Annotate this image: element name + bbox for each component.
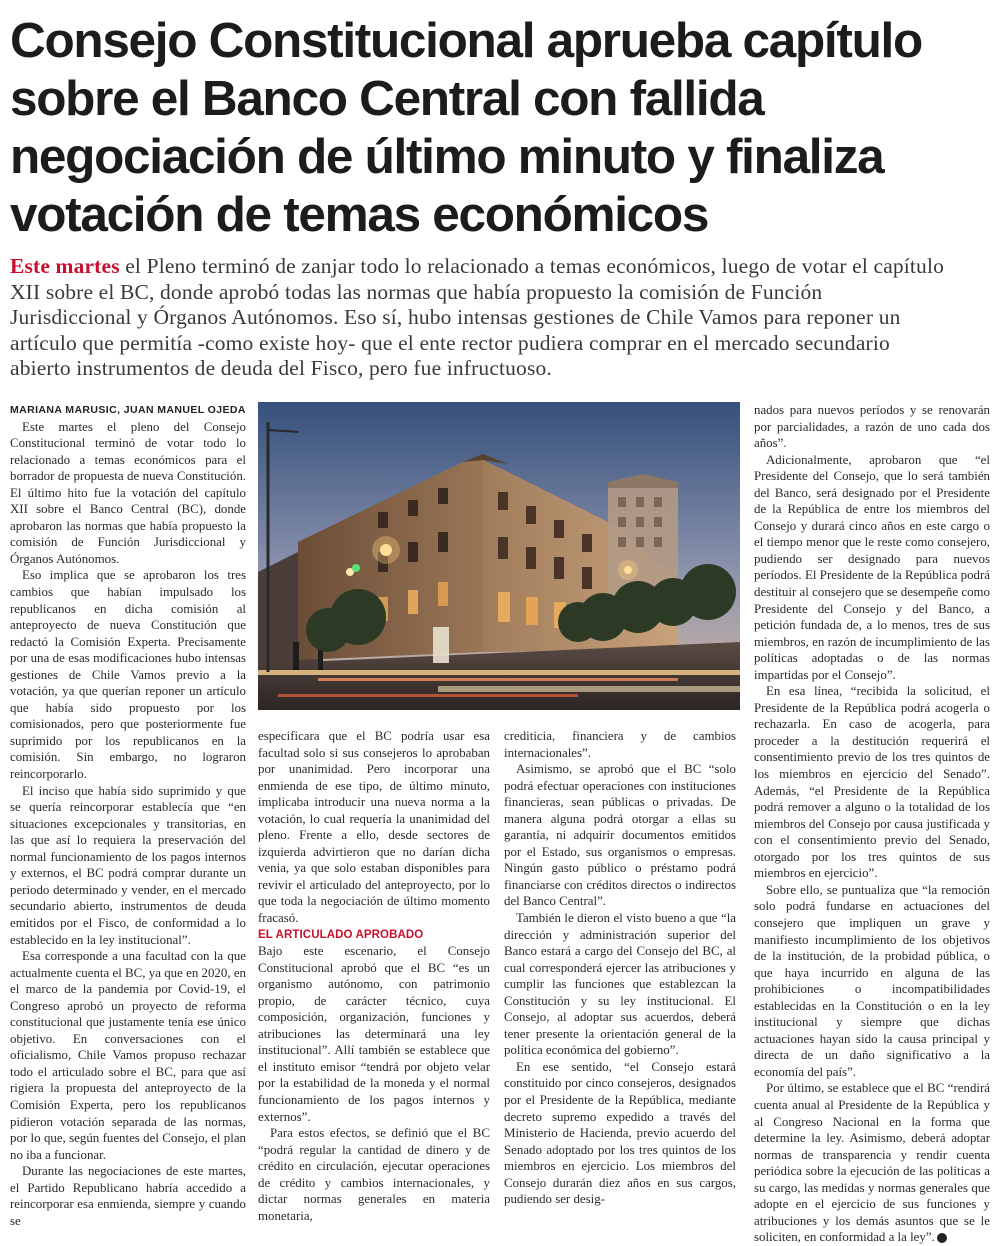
paragraph: Adicionalmente, aprobaron que “el Presidente del Consejo, que lo será también del Banco, será designado por el Presidente de la República de entre los miembros del Consejo y durará cinco años en este cargo o el tiempo menor que le reste como consejero, pudiendo ser designado para nuevos períodos. El Presidente de la República podrá destituir al consejero que se desempeñe como Presidente del Consejo y del Banco, a petición fundada de, a lo menos, tres de sus miembros, en razón de incumplimiento de las políticas adoptadas o de las normas impartidas por el Consejo”. [754, 452, 990, 682]
paragraph: nados para nuevos períodos y se renovarán por parcialidades, a razón de uno cada dos años”. [754, 403, 990, 451]
paragraph: Eso implica que se aprobaron los tres cambios que habían impulsado los republicanos en dicha comisión al anteproyecto de nueva Constitución que redactó la Comisión Experta. Precisamente por una de esas modificaciones hubo intensas gestiones de Chile Vamos previo a la votación, ya que querían reponer un artículo que había sido propuesto por los comisionados, pero que posteriormente fue suprimido por los republicanos en la comisión. Sin embargo, no lograron reincorporarlo. [10, 568, 246, 782]
paragraph: Este martes el pleno del Consejo Constitucional terminó de votar todo lo relacionado a temas económicos para el borrador de propuesta de nueva Constitución. El último hito fue la votación del capítulo XII sobre el Banco Central (BC), donde aprobaron las normas que había propuesto la comisión de Función Jurisdiccional y Órganos Autónomos. [10, 419, 246, 566]
headline-line: negociación de último minuto y finaliza [10, 129, 884, 184]
paragraph: Bajo este escenario, el Consejo Constitucional aprobó que el BC “es un organismo autónomo, con patrimonio propio, de carácter técnico, cuya composición, organización, funciones y atribuciones las determinará una ley institucional”. Allí también se establece que el instituto emisor “tendrá por objeto velar por la estabilidad de la moneda y el normal funcionamiento de los pagos internos y externos”. [258, 944, 490, 1124]
paragraph: Para estos efectos, se definió que el BC “podrá regular la cantidad de dinero y de crédito en circulación, ejecutar operaciones de crédito y cambios internacionales, y dictar normas generales en materia monetaria, [258, 1126, 490, 1223]
column-4 [754, 402, 990, 1246]
paragraph: especificara que el BC podría usar esa facultad solo si sus consejeros lo aprobaban por unanimidad. Pero incorporar una enmienda de ese tipo, de último minuto, implicaba introducir una nueva norma a la votación, lo cual requería la unanimidad del pleno. Frente a ello, desde sectores de izquierda advirtieron que no darían dicha venia, ya que solo estaban disponibles para revivir el articulado del anteproyecto, por lo que toda la negociación de último momento fracasó. [258, 729, 490, 926]
column-2 [258, 728, 490, 1224]
lead-line: Jurisdiccional y Órganos Autónomos. Eso sí, hubo intensas gestiones de Chile Vamos para reponer un [10, 305, 901, 330]
paragraph: Durante las negociaciones de este martes, el Partido Republicano habría accedido a reincorporar esa enmienda, siempre y cuando se [10, 1164, 246, 1228]
section-subhead: EL ARTICULADO APROBADO [258, 928, 424, 941]
column-1 [10, 402, 246, 1229]
paragraph: En ese sentido, “el Consejo estará constituido por cinco consejeros, designados por el Presidente de la República, mediante decreto supremo expedido a través del Ministerio de Hacienda, previo acuerdo del Senado adoptado por los tres quintos de los miembros en ejercicio. Los miembros del Consejo durarán diez años en sus cargos, pudiendo ser desig- [504, 1059, 736, 1207]
paragraph: crediticia, financiera y de cambios internacionales”. [504, 729, 736, 760]
headline [10, 12, 990, 244]
kiosk [433, 627, 449, 663]
lead-line: XII sobre el BC, donde aprobó todas las normas que había propuesto la comisión de Función [10, 279, 823, 304]
headline-line: votación de temas económicos [10, 187, 709, 242]
paragraph: Asimismo, se aprobó que el BC “solo podrá efectuar operaciones con instituciones financieras, sean públicas o privadas. De manera alguna podrá otorgar a ellas su garantía, ni adquirir documentos emitidos por el Estado, sus organismos o empresas. Ningún gasto público o préstamo podrá financiarse con créditos directos o indirectos del Banco Central”. [504, 762, 736, 909]
headline-line: Consejo Constitucional aprueba capítulo [10, 13, 922, 68]
lead-paragraph [10, 254, 995, 382]
column-3 [504, 728, 736, 1208]
paragraph: El inciso que había sido suprimido y que se quería reincorporar establecía que “en situaciones excepcionales y transitorias, en las que así lo requiera la preservación del normal funcionamiento de los pagos internos y externos, el BC podrá comprar durante un periodo determinado y vender, en el mercado secundario abierto, instrumentos de deuda emitidos por el Fisco, de conformidad a lo establecido en la ley institucional”. [10, 783, 246, 947]
lead-line-text: el Pleno terminó de zanjar todo lo relacionado a temas económicos, luego de votar el capítulo [119, 254, 944, 278]
paragraph: En esa línea, “recibida la solicitud, el Presidente de la República podrá acogerla o rechazarla. En caso de acogerla, para proceder a la destitución requerirá el consentimiento previo de los tres quintos de los miembros en ejercicio del Senado”. Además, “el Presidente de la República podrá remover a alguno o la totalidad de los miembros del Consejo por causa justificada y con el consentimiento previo del Senado, otorgado por los tres quintos de sus miembros en ejercicio”. [754, 684, 990, 881]
lead-line: abierto instrumentos de deuda del Fisco, pero fue infructuoso. [10, 356, 552, 381]
lead-line [10, 254, 995, 280]
end-mark-icon: P [937, 1233, 947, 1243]
banco-central-building-photo [258, 402, 740, 710]
paragraph: Sobre ello, se puntualiza que “la remoción solo podrá fundarse en actuaciones del consejero que impliquen un grave y manifiesto incumplimiento de los objetivos de la institución, de la probidad pública, o que haya incurrido en alguna de las prohibiciones o incompatibilidades establecidas en la Constitución o en la ley institucional y siempre que dichas actuaciones hayan sido la causa principal y directa de un daño significativo a la economía del país”. [754, 882, 990, 1079]
tower-windows [618, 497, 662, 547]
lead-line: artículo que permitía -como existe hoy- que el ente rector pudiera comprar en el mercado secundario [10, 330, 890, 355]
paragraph: Esa corresponde a una facultad con la que actualmente cuenta el BC, ya que en 2020, en el marco de la pandemia por Covid-19, el Congreso aprobó un proyecto de reforma constitucional que justamente tenía ese único objetivo. En conversaciones con el oficialismo, Chile Vamos propuso rechazar todo el articulado sobre el BC, para que así rigiera la propuesta del anteproyecto de la Comisión Experta, pero los republicanos pidieron votación separada de las normas, por lo que, según fuentes del Consejo, el plan no iba a funcionar. [10, 949, 246, 1162]
photo-illustration [258, 402, 740, 710]
paragraph [754, 1080, 990, 1245]
paragraph-text: Por último, se establece que el BC “rendirá cuenta anual al Presidente de la República y al Congreso Nacional en la forma que determine la ley. Asimismo, deberá adoptar normas de transparencia y rendir cuenta periódica sobre la ejecución de las políticas a su cargo, las medidas y normas generales que adopte en el ejercicio de sus funciones y atribuciones y los demás asuntos que se le soliciten, en conformidad a la ley”. [754, 1081, 990, 1245]
paragraph: También le dieron el visto bueno a que “la dirección y administración superior del Banco estará a cargo del Consejo del BC, al cual corresponderá ejercer las atribuciones y cumplir las funciones que establezcan la Constitución y su ley institucional. El Consejo, al adoptar sus acuerdos, deberá tener presente la orientación general de la política económica del gobierno”. [504, 911, 736, 1058]
byline: MARIANA MARUSIC, JUAN MANUEL OJEDA [10, 404, 246, 416]
headline-line: sobre el Banco Central con fallida [10, 71, 764, 126]
lead-kicker: Este martes [10, 254, 120, 278]
